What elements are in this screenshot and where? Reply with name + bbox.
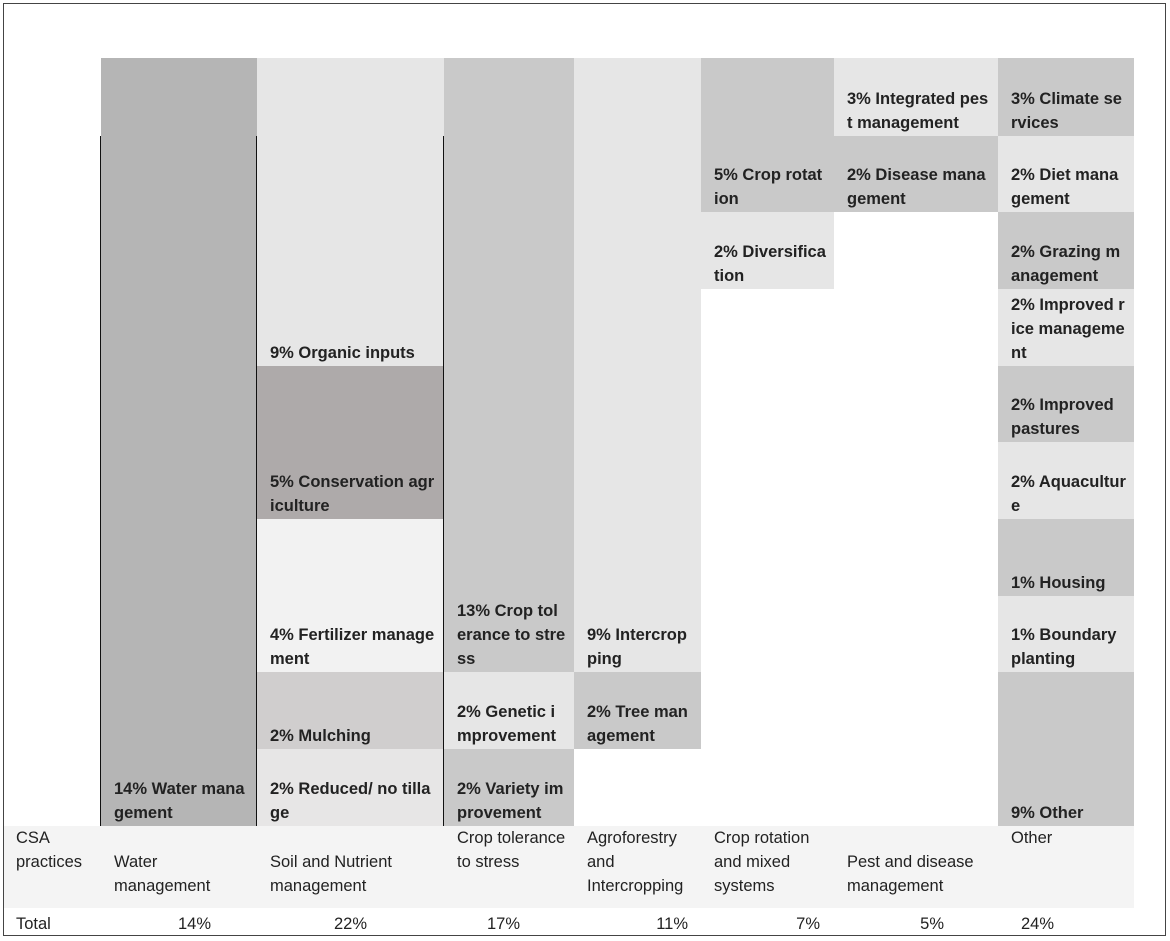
segment-label: 13% Crop tolerance to stress bbox=[457, 602, 566, 668]
category-label: Crop rotation and mixed systems bbox=[714, 829, 810, 895]
bar-segment bbox=[998, 289, 1134, 366]
bar-segment bbox=[998, 366, 1134, 442]
total-value: 7% bbox=[796, 915, 820, 933]
bar-segment bbox=[257, 672, 444, 749]
bar-segment bbox=[574, 672, 701, 749]
category-label: Crop tolerance to stress bbox=[457, 829, 566, 871]
category-label: Pest and disease management bbox=[847, 853, 974, 895]
bar-segment bbox=[998, 442, 1134, 519]
segment-label: 2% Grazing management bbox=[1011, 243, 1121, 285]
column-rule bbox=[100, 136, 101, 826]
segment-label: 2% Tree management bbox=[587, 703, 688, 745]
bar-segment bbox=[998, 672, 1134, 826]
segment-label: 5% Conservation agriculture bbox=[270, 473, 435, 515]
category-label: Agroforestry and Intercropping bbox=[587, 829, 684, 895]
bar-segment bbox=[257, 749, 444, 826]
segment-label: 2% Genetic improvement bbox=[457, 703, 557, 745]
bar-segment bbox=[444, 672, 574, 749]
segment-label: 2% Mulching bbox=[270, 727, 371, 745]
segment-label: 3% Integrated pest management bbox=[847, 90, 989, 132]
segment-label: 2% Variety improvement bbox=[457, 780, 564, 822]
segment-label: 5% Crop rotation bbox=[714, 166, 823, 208]
bar-segment bbox=[257, 58, 444, 366]
bar-segment bbox=[574, 58, 701, 672]
bar-segment bbox=[834, 136, 998, 212]
bar-segment bbox=[998, 136, 1134, 212]
category-label: Water management bbox=[114, 853, 211, 895]
segment-label: 1% Housing bbox=[1011, 574, 1106, 592]
segment-label: 2% Reduced/ no tillage bbox=[270, 780, 431, 822]
total-value: 22% bbox=[333, 915, 367, 933]
segment-label: 2% Diet management bbox=[1011, 166, 1119, 208]
segment-label: 2% Improved rice management bbox=[1011, 296, 1125, 362]
bar-segment bbox=[998, 58, 1134, 136]
bar-segment bbox=[101, 58, 257, 826]
bar-segment bbox=[834, 58, 998, 136]
total-value: 17% bbox=[486, 915, 520, 933]
segment-label: 2% Diversification bbox=[714, 243, 826, 285]
bar-segment bbox=[257, 366, 444, 519]
category-label: Other bbox=[1011, 829, 1053, 847]
axis-row-title: CSA practices bbox=[16, 829, 83, 871]
segment-label: 2% Disease management bbox=[847, 166, 986, 208]
segment-label: 1% Boundary planting bbox=[1011, 626, 1117, 668]
totals-row-title: Total bbox=[16, 915, 51, 933]
bar-segment bbox=[444, 749, 574, 826]
segment-label: 9% Intercropping bbox=[587, 626, 687, 668]
total-value: 24% bbox=[1020, 915, 1054, 933]
segment-label: 2% Improved pastures bbox=[1011, 396, 1114, 438]
segment-label: 2% Aquaculture bbox=[1011, 473, 1126, 515]
segment-label: 4% Fertilizer management bbox=[270, 626, 435, 668]
bar-segment bbox=[701, 58, 834, 212]
total-value: 14% bbox=[177, 915, 211, 933]
bar-segment bbox=[998, 519, 1134, 596]
bar-segment bbox=[998, 596, 1134, 672]
total-value: 5% bbox=[920, 915, 944, 933]
bar-segment bbox=[701, 212, 834, 289]
segment-label: 3% Climate services bbox=[1011, 90, 1122, 132]
segment-label: 9% Other bbox=[1011, 804, 1084, 822]
total-value: 11% bbox=[656, 915, 688, 933]
segment-label: 9% Organic inputs bbox=[270, 344, 415, 362]
bar-segment bbox=[998, 212, 1134, 289]
bar-segment bbox=[257, 519, 444, 672]
bar-segment bbox=[444, 58, 574, 672]
column-rule bbox=[256, 136, 257, 826]
column-rule bbox=[443, 136, 444, 826]
segment-label: 14% Water management bbox=[114, 780, 245, 822]
category-label: Soil and Nutrient management bbox=[270, 853, 392, 895]
